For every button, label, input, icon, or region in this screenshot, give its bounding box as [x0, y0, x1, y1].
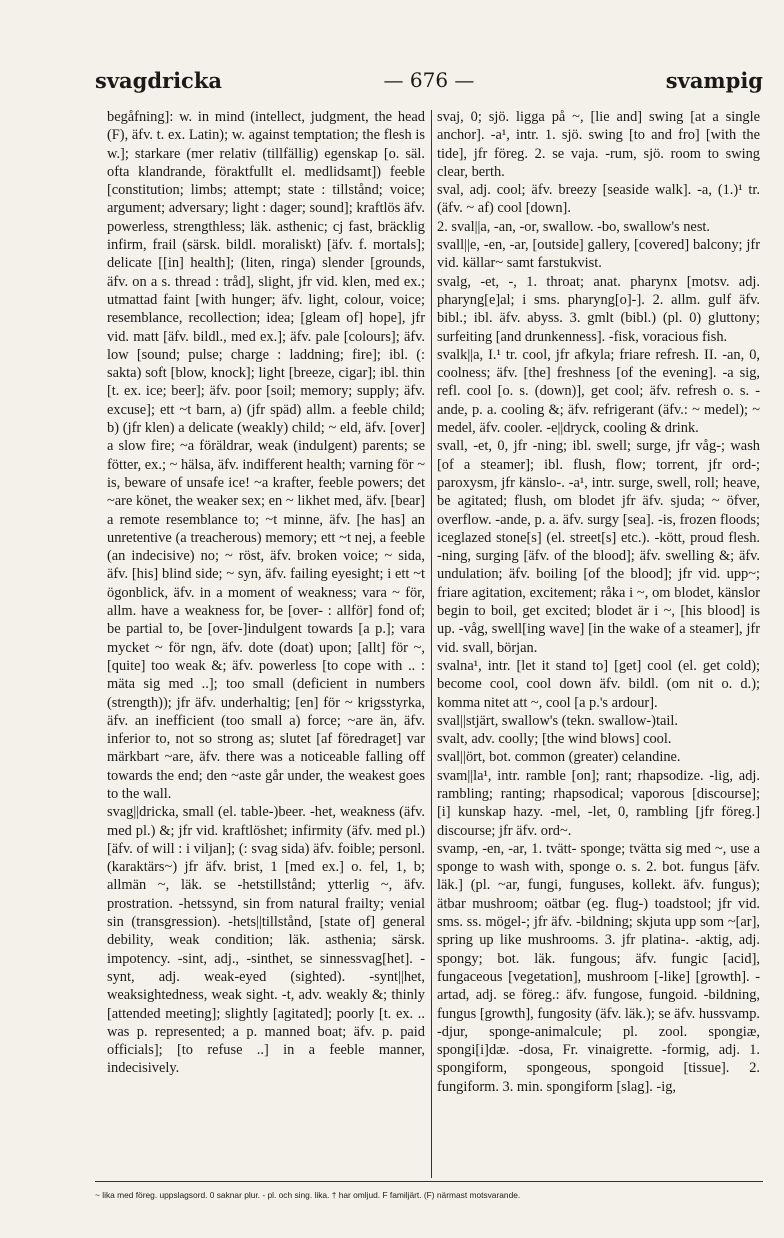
- dictionary-entry: svaj, 0; sjö. ligga på ~, [lie and] swing [at a single anchor]. -a¹, intr. 1. sjö. swing [to and fro] [with the tide], jfr föreg. 2. se vaja. -rum, sjö. room to swing clear, berth.: [437, 109, 760, 180]
- dictionary-entry: 2. sval||a, -an, -or, swallow. -bo, swallow's nest.: [437, 218, 711, 235]
- dictionary-entry: sval, adj. cool; äfv. breezy [seaside walk]. -a, (1.)¹ tr. (äfv. ~ af) cool [down].: [437, 182, 760, 217]
- abbreviation-legend: ~ lika med föreg. uppslagsord. 0 saknar plur. - pl. och sing. lika. † har omljud. F familjärt. (F) närmast motsvarande.: [95, 1190, 521, 1200]
- page-number: — 676 —: [383, 68, 475, 92]
- dictionary-entry: sval||stjärt, swallow's (tekn. swallow-)tail.: [437, 712, 678, 729]
- header-left-guideword: svagdricka: [95, 68, 222, 93]
- dictionary-entry: svag||dricka, small (el. table-)beer. -het, weakness (äfv. med pl.) &; jfr vid. kraftlöshet; infirmity (äfv. med pl.) [äfv. of will : i viljan]; (: svag sida) äfv. foible; personl. (karaktärs~) jfr äfv. brist, 1 [med ex.] o. fel, 1, b; allmän ~, läk. se -hetstillstånd; ytterlig ~, äfv. prostration. -hetssynd, sin from natural frailty; venial sin (transgression). -hets||tillstånd, [state of] general debility, weak condition; läk. asthenia; särsk. impotency. -sint, adj., -sinthet, se sinnessvag[het]. -synt, adj. weak-eyed (sighted). -synt||het, weaksightedness, weak sight. -t, adv. weakly &; thinly [attended meeting]; slightly [agitated]; poorly [t. ex. .. was p. represented; a p. manned boat; äfv. p. paid officials]; [to refuse ..] in a feeble manner, indecisively.: [107, 804, 425, 1077]
- footer-divider: [95, 1181, 763, 1182]
- dictionary-entry: begåfning]: w. in mind (intellect, judgment, the head (F), äfv. t. ex. Latin); w. against temptation; the flesh is w.]; starkare (mer relativ (tillfällig) egenskap [o. säl. ofta klandrande, föraktfullt el. medlidsamt]) feeble [constitution; limbs; attempt; state : tillstånd; voice; argument; adversary; light : dager; sound]; kraftlös äfv. powerless, strengthless; läk. asthenic; cj fast, bräcklig infirm, frail (särsk. bildl. moraliskt) [äfv. f. mortals]; delicate [[in] health]; (liten, ringa) slender [grounds, äfv. on a s. thread : tråd], slight, jfr vid. klen, med ex.; utmattad faint [with hunger; äfv. light, colour, voice; resemblance, recollection; idea; [gleam of] hope], jfr vid. matt [äfv. bildl., med ex.]; äfv. pale [colours]; äfv. low [sound; pulse; charge : laddning; fire]; ibl. (: sakta) soft [blow, knock]; light [breeze, cigar]; ibl. thin [t. ex. ice; beer]; äfv. poor [soil; memory; supply; äfv. excuse]; ett ~t barn, a) (jfr späd) allm. a feeble child; b) (jfr klen) a delicate (weakly) child; ~ eld, äfv. [over] a slow fire; ~a föräldrar, weak (indulgent) parents; se fötter, ex.; ~ hälsa, äfv. indifferent health; varning för ~ is, beware of unsafe ice! ~a krafter, feeble powers; det ~are könet, the weaker sex; en ~ likhet med, äfv. [bear] a remote resemblance to; ~t minne, äfv. [he has] an unretentive (a treacherous) memory; ett ~t nej, a feeble (an indecisive) no; ~ röst, äfv. broken voice; ~ sida, äfv. [his] blind side; ~ syn, äfv. failing eyesight; i ett ~t ögonblick, äfv. in a moment of weakness; vara ~ för, allm. have a weakness for, be [over- : allför] fond of; be partial to, be [over-]indulgent towards [a p.]; vara mycket ~ för ngn, äfv. dote (doat) upon; [allt] för ~, [quite] too weak &; äfv. powerless [to cope with .. : mäta sig med ..]; too small (deficient in numbers (strength)); jfr äfv. underhaltig; [en] för ~ krigsstyrka, äfv. an inefficient (too small a) force; ~are än, äfv. inferior to, not so strong as; slutet [af föredraget] var märkbart ~are, äfv. there was a noticeable falling off towards the end; den ~aste går under, the weakest goes to the wall.: [107, 109, 425, 802]
- dictionary-entry: sval||ört, bot. common (greater) celandine.: [437, 749, 681, 766]
- dictionary-entry: svamp, -en, -ar, 1. tvätt- sponge; tvätta sig med ~, use a sponge to wash with, sponge o. s. 2. bot. fungus [äfv. läk.] (pl. ~ar, fungi, funguses, kollekt. äfv. fungus); ätbar mushroom; oätbar (eg. flug-) toadstool; jfr vid. sms. ss. mögel-; jfr äfv. -bildning; skjuta upp som ~[ar], spring up like mushrooms. 3. jfr platina-. -aktig, adj. spongy; bot. läk. fungous; äfv. fungic [acid], fungaceous [vegetation], mushroom [-like] [growth]. -artad, adj. se föreg.: äfv. fungose, fungoid. -bildning, fungus [growth], fungosity (äfv. läk.); se äfv. hussvamp. -djur, sponge-animalcule; pl. zool. spongiæ, spongi[i]dæ. -dosa, Fr. vinaigrette. -formig, adj. 1. spongiform, spongeous, spongoid [tissue]. 2. fungiform. 3. min. spongiform [slag]. -ig,: [437, 840, 760, 1095]
- right-column: [437, 108, 760, 1173]
- dictionary-entry: svall||e, -en, -ar, [outside] gallery, [covered] balcony; jfr vid. källar~ samt farstukvist.: [437, 237, 760, 272]
- header-right-guideword: svampig: [665, 68, 763, 93]
- dictionary-entry: svalt, adv. coolly; [the wind blows] cool.: [437, 731, 672, 748]
- dictionary-entry: svalk||a, I.¹ tr. cool, jfr afkyla; friare refresh. II. -an, 0, coolness; äfv. [the] freshness [of the evening]. -a sig, refl. cool [o. s. (down)], get cool; äfv. refresh o. s. -ande, p. a. cooling &; äfv. refrigerant (äfv.: ~ medel); ~ medel, äfv. cooler. -e||dryck, cooling & drink.: [437, 346, 760, 437]
- page-header: [95, 68, 763, 98]
- column-divider: [431, 110, 432, 1178]
- left-column: [107, 108, 425, 1173]
- dictionary-entry: svalna¹, intr. [let it stand to] [get] cool (el. get cold); become cool, cool down äfv. bildl. (om nit o. d.); komma nitet att ~, cool [a p.'s ardour].: [437, 657, 760, 711]
- dictionary-entry: svam||la¹, intr. ramble [on]; rant; rhapsodize. -lig, adj. rambling; ranting; rhapsodical; vaporous [discourse]; [i] kunskap hazy. -mel, -let, 0, rambling [jfr föreg.] discourse; jfr äfv. ord~.: [437, 767, 760, 839]
- dictionary-entry: svall, -et, 0, jfr -ning; ibl. swell; surge, jfr våg-; wash [of a steamer]; ibl. flush, flow; torrent, jfr ord-; paroxysm, jfr känslo-. -a¹, intr. surge, swell, roll; heave, be agitated; flush, om blodet jfr äfv. sjuda; ~ öfver, overflow. -ande, p. a. äfv. surgy [sea]. -is, frozen floods; iceglazed stone[s] (el. street[s] etc.). -kött, proud flesh. -ning, surging [äfv. of the blood]; äfv. swelling &; äfv. undulation; äfv. boiling [of the blood]; jfr vid. upp~; friare agitation, excitement; råka i ~, om blodet, känslor begin to boil, get excited; blodet är i ~, [his blood] is up. -våg, swell[ing wave] [in the wake of a steamer], jfr vid. svall, början.: [437, 438, 760, 656]
- dictionary-entry: svalg, -et, -, 1. throat; anat. pharynx [motsv. adj. pharyng[e]al; i sms. pharyng[o]-]. 2. allm. gulf äfv. bibl.; ibl. äfv. abyss. 3. gmlt (bibl.) (pl. 0) gluttony; surfeiting [and drunkenness]. -fisk, voracious fish.: [437, 273, 760, 345]
